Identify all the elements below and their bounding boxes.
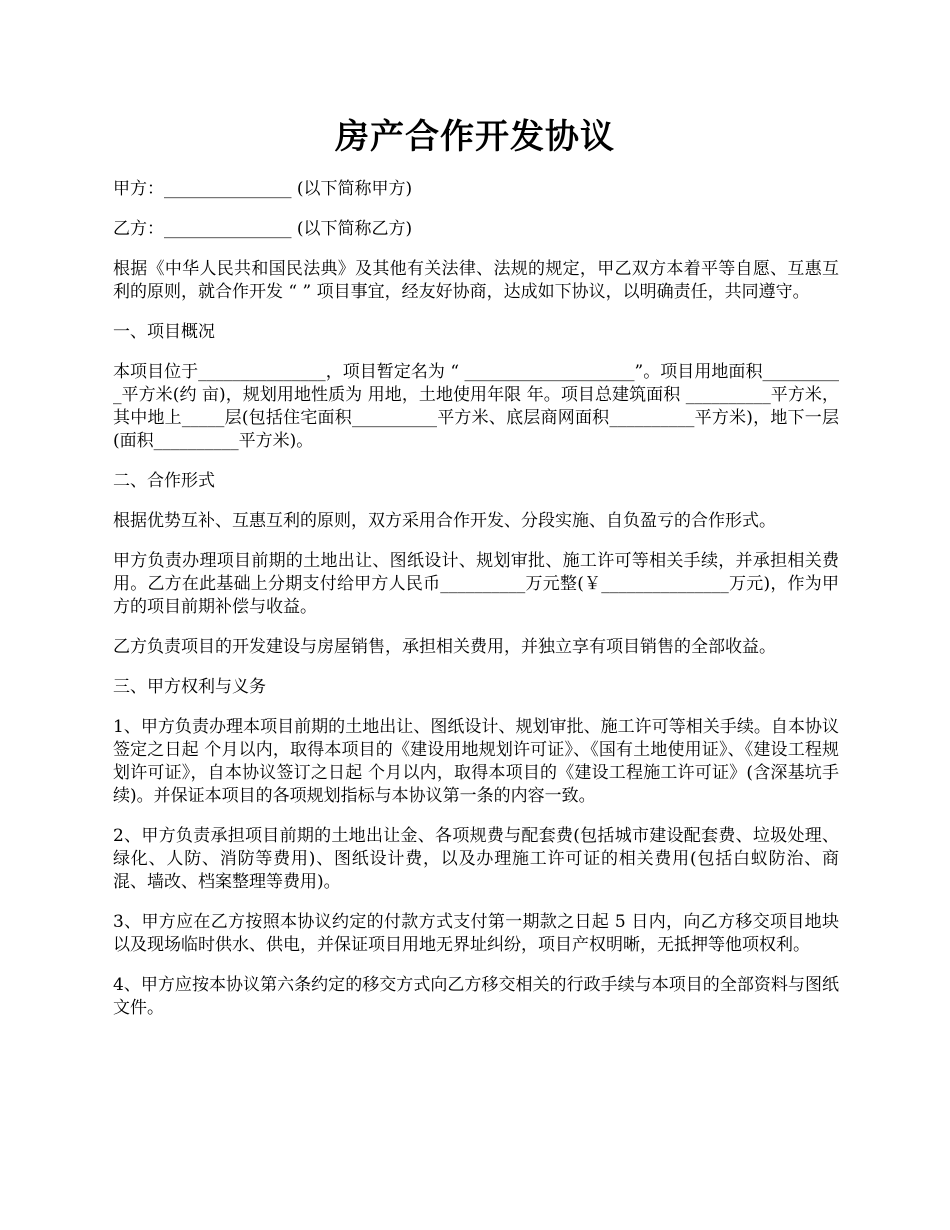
- party-b-responsibility-paragraph: 乙方负责项目的开发建设与房屋销售，承担相关费用，并独立享有项目销售的全部收益。: [113, 637, 776, 657]
- party-a-responsibility-paragraph: 甲方负责办理项目前期的土地出让、图纸设计、规划审批、施工许可等相关手续，并承担相关费用。乙方在此基础上分期支付给甲方人民币__________万元整(￥_______________万元)，作为甲方的项目前期补偿与收益。: [113, 551, 839, 617]
- party-a-clause-2: 2、甲方负责承担项目前期的土地出让金、各项规费与配套费(包括城市建设配套费、垃圾处理、绿化、人防、消防等费用)、图纸设计费，以及办理施工许可证的相关费用(包括白蚁防治、商混、墙改、档案整理等费用)。: [113, 826, 839, 892]
- document-body: [113, 178, 839, 1037]
- project-overview-paragraph: 本项目位于_______________，项目暂定名为 “ ____________________”。项目用地面积__________平方米(约 亩)，规划用地性质为 用地，土地使用年限 年。项目总建筑面积 __________平方米，其中地上_____层(包括住宅面积__________平方米、底层商网面积__________平方米)，地下一层(面积__________平方米)。: [113, 362, 839, 451]
- party-a-clause-4: 4、甲方应按本协议第六条约定的移交方式向乙方移交相关的行政手续与本项目的全部资料与图纸文件。: [113, 975, 839, 1018]
- party-a-line: 甲方：_______________ (以下简称甲方): [113, 179, 413, 199]
- party-a-clause-3: 3、甲方应在乙方按照本协议约定的付款方式支付第一期款之日起 5 日内，向乙方移交项目地块以及现场临时供水、供电，并保证项目用地无界址纠纷，项目产权明晰，无抵押等他项权利。: [113, 912, 839, 955]
- party-b-line: 乙方：_______________ (以下简称乙方): [113, 219, 413, 239]
- cooperation-form-paragraph: 根据优势互补、互惠互利的原则，双方采用合作开发、分段实施、自负盈亏的合作形式。: [113, 511, 776, 531]
- section-heading-project-overview: 一、项目概况: [113, 322, 215, 342]
- party-a-clause-1: 1、甲方负责办理本项目前期的土地出让、图纸设计、规划审批、施工许可等相关手续。自本协议签定之日起 个月以内，取得本项目的《建设用地规划许可证》、《国有土地使用证》、《建设工程规划许可证》，自本协议签订之日起 个月以内，取得本项目的《建设工程施工许可证》(含深基坑手续)。并保证本项目的各项规划指标与本协议第一条的内容一致。: [113, 717, 839, 806]
- section-heading-party-a-rights: 三、甲方权利与义务: [113, 677, 266, 697]
- preamble-paragraph: 根据《中华人民共和国民法典》及其他有关法律、法规的规定，甲乙双方本着平等自愿、互惠互利的原则，就合作开发 “ ” 项目事宜，经友好协商，达成如下协议，以明确责任，共同遵守。: [113, 259, 839, 302]
- section-heading-cooperation-form: 二、合作形式: [113, 471, 215, 491]
- document-title: 房产合作开发协议: [335, 117, 615, 157]
